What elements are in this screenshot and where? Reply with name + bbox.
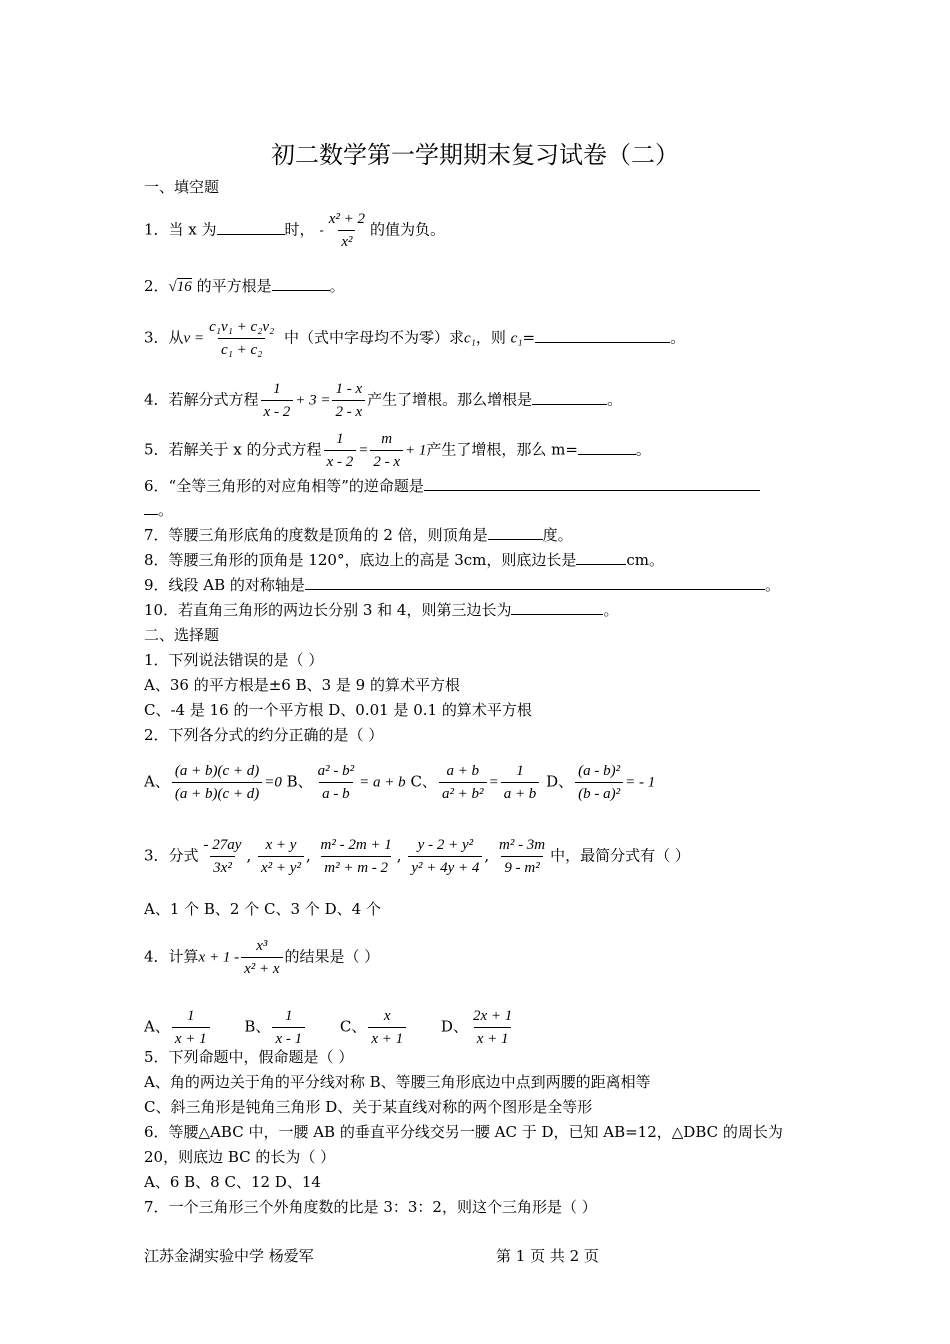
question-3: 3．从v = $\frac{\text{c₁v₁ + c₂v₂}}{\text{c₁ + c₂}}$ 中（式中字母均不为零）求c₁，则 c₁= 。 <box>144 316 685 361</box>
question-8: 8．等腰三角形的顶角是 120°，底边上的高是 3cm，则底边长是 cm。 <box>144 551 665 569</box>
question-9: 9．线段 AB 的对称轴是 。 <box>144 576 780 594</box>
choice-1: 1．下列说法错误的是（ ） <box>144 651 324 669</box>
question-2: 2．√16 的平方根是 。 <box>144 277 345 295</box>
choice-6-line2: 20，则底边 BC 的长为（ ） <box>144 1148 336 1166</box>
choice-3: 3．分式 $\frac{- 27ay}{\text{3x²}}$ , $\frac{x + y}{\text{x² + y²}}$ , $\frac{\text{m² - 2m + 1}}{\text{m² + m - 2}}$ , $\frac{\text{y - 2 + y²}}{\text{y² + 4y + 4}}$ , $\frac{\text{m² - 3m}}{\text{9 - m²}}$ 中，最简分式有（ ） <box>144 834 690 879</box>
choice-1-ab: A、36 的平方根是±6 B、3 是 9 的算术平方根 <box>144 676 460 694</box>
question-6: 6．“全等三角形的对应角相等”的逆命题是 <box>144 476 760 496</box>
choice-7: 7．一个三角形三个外角度数的比是 3：3：2，则这个三角形是（ ） <box>144 1198 597 1216</box>
question-10: 10．若直角三角形的两边长分别 3 和 4，则第三边长为 。 <box>144 601 619 619</box>
choice-5-cd: C、斜三角形是钝角三角形 D、关于某直线对称的两个图形是全等形 <box>144 1098 593 1116</box>
choice-2-options: A、 $\frac{(a + b)(c + d)}{(a + b)(c + d)}$ =0 B、 $\frac{\text{a² - b²}}{a - b}$ = a + b C、 $\frac{a + b}{\text{a² + b²}}$ = $\frac{1}{a + b}$ D、 $\frac{\text{(a - b)²}}{\text{(b - a)²}}$ = - 1 <box>144 760 655 805</box>
choice-1-cd: C、-4 是 16 的一个平方根 D、0.01 是 0.1 的算术平方根 <box>144 701 532 719</box>
page-title: 初二数学第一学期期末复习试卷（二） <box>271 141 679 169</box>
question-1: 1．当 x 为 时， - $\frac{\text{x² + 2}}{\text{x²}}$ 的值为负。 <box>144 208 445 253</box>
choice-2: 2．下列各分式的约分正确的是（ ） <box>144 726 384 744</box>
section-choice: 二、选择题 <box>144 626 220 644</box>
choice-6-options: A、6 B、8 C、12 D、14 <box>144 1173 321 1191</box>
choice-6-line1: 6．等腰△ABC 中，一腰 AB 的垂直平分线交另一腰 AC 于 D，已知 AB=12，△DBC 的周长为 <box>144 1123 783 1141</box>
question-7: 7．等腰三角形底角的度数是顶角的 2 倍，则顶角是 度。 <box>144 526 573 544</box>
section-fill-in: 一、填空题 <box>144 178 220 196</box>
footer-author: 江苏金湖实验中学 杨爱军 <box>144 1247 314 1265</box>
question-6-cont: 。 <box>144 500 173 520</box>
question-4: 4．若解分式方程 $\frac{1}{x - 2}$ + 3 = $\frac{1 - x}{2 - x}$ 产生了增根。那么增根是 。 <box>144 378 622 423</box>
footer-page-number: 第 1 页 共 2 页 <box>496 1247 599 1265</box>
choice-4: 4．计算x + 1 - $\frac{\text{x³}}{\text{x² + x}}$ 的结果是（ ） <box>144 935 379 980</box>
choice-5-ab: A、角的两边关于角的平分线对称 B、等腰三角形底边中点到两腰的距离相等 <box>144 1073 651 1091</box>
choice-3-options: A、1 个 B、2 个 C、3 个 D、4 个 <box>144 900 381 918</box>
question-5: 5．若解关于 x 的分式方程 $\frac{1}{x - 2}$ = $\frac{m}{2 - x}$ + 1产生了增根，那么 m= 。 <box>144 428 651 473</box>
choice-5: 5．下列命题中，假命题是（ ） <box>144 1048 354 1066</box>
choice-4-options: A、 $\frac{1}{x + 1}$ B、 $\frac{1}{x - 1}$ C、 $\frac{x}{x + 1}$ D、 $\frac{2x + 1}{x + 1}$ <box>144 1005 517 1050</box>
